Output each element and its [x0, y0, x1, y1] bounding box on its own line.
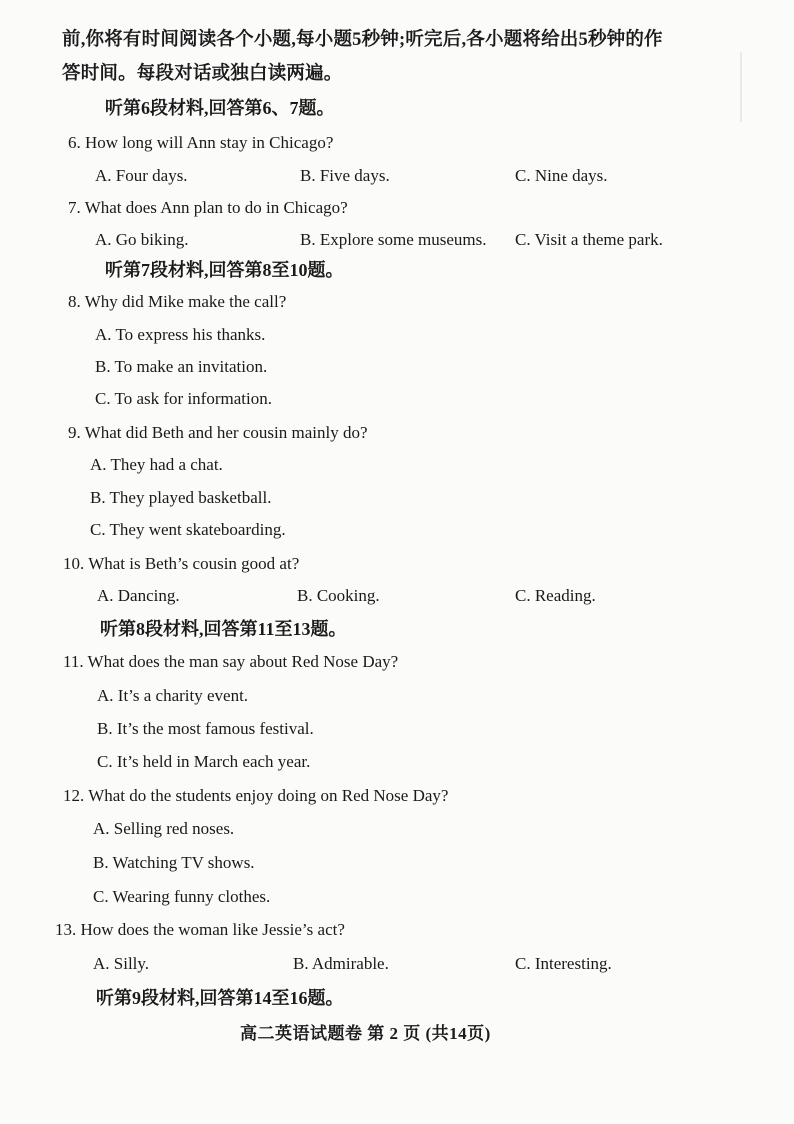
question-8: 8. Why did Mike make the call?: [68, 292, 287, 311]
q6-option-a: A. Four days.: [95, 166, 188, 185]
question-13: 13. How does the woman like Jessie’s act?: [55, 920, 345, 939]
q8-option-a: A. To express his thanks.: [95, 325, 266, 344]
q8-option-b: B. To make an invitation.: [95, 357, 268, 376]
section-heading-9: 听第9段材料,回答第14至16题。: [96, 988, 344, 1008]
section-heading-7: 听第7段材料,回答第8至10题。: [105, 260, 344, 280]
intro-line-1: 前,你将有时间阅读各个小题,每小题5秒钟;听完后,各小题将给出5秒钟的作: [62, 30, 663, 50]
q10-option-c: C. Reading.: [515, 586, 596, 605]
q13-option-b: B. Admirable.: [293, 954, 389, 973]
q11-option-b: B. It’s the most famous festival.: [97, 719, 314, 738]
q11-option-a: A. It’s a charity event.: [97, 686, 249, 705]
question-9: 9. What did Beth and her cousin mainly do?: [68, 423, 368, 442]
question-7: 7. What does Ann plan to do in Chicago?: [68, 198, 348, 217]
intro-line-2: 答时间。每段对话或独白读两遍。: [62, 64, 343, 84]
q6-option-b: B. Five days.: [300, 166, 390, 185]
question-10: 10. What is Beth’s cousin good at?: [63, 554, 300, 573]
q8-option-c: C. To ask for information.: [95, 389, 272, 408]
q10-option-a: A. Dancing.: [97, 586, 180, 605]
q11-option-c: C. It’s held in March each year.: [97, 752, 311, 771]
q9-option-c: C. They went skateboarding.: [90, 520, 286, 539]
q12-option-c: C. Wearing funny clothes.: [93, 887, 271, 906]
q12-option-a: A. Selling red noses.: [93, 819, 235, 838]
q6-option-c: C. Nine days.: [515, 166, 608, 185]
q12-option-b: B. Watching TV shows.: [93, 853, 255, 872]
section-heading-8: 听第8段材料,回答第11至13题。: [100, 619, 347, 639]
q9-option-b: B. They played basketball.: [90, 488, 272, 507]
q7-option-b: B. Explore some museums.: [300, 230, 487, 249]
q9-option-a: A. They had a chat.: [90, 455, 223, 474]
question-6: 6. How long will Ann stay in Chicago?: [68, 133, 334, 152]
question-12: 12. What do the students enjoy doing on Red Nose Day?: [63, 786, 449, 805]
section-heading-6: 听第6段材料,回答第6、7题。: [105, 98, 335, 118]
q13-option-a: A. Silly.: [93, 954, 150, 973]
q7-option-a: A. Go biking.: [95, 230, 189, 249]
scan-shadow: [740, 52, 742, 122]
q10-option-b: B. Cooking.: [297, 586, 380, 605]
question-11: 11. What does the man say about Red Nose Day?: [63, 652, 399, 671]
q7-option-c: C. Visit a theme park.: [515, 230, 663, 249]
page-footer: 高二英语试题卷 第 2 页 (共14页): [240, 1024, 491, 1043]
q13-option-c: C. Interesting.: [515, 954, 612, 973]
